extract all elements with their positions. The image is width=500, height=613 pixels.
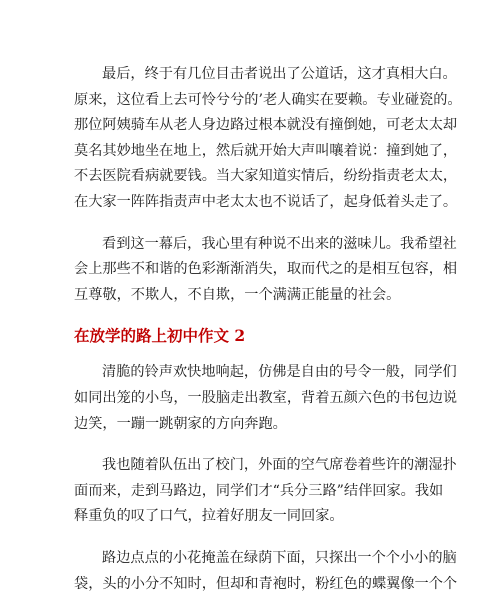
paragraph-line: 看到这一幕后，我心里有种说不出来的滋味儿。我希望社: [102, 235, 457, 252]
paragraph-line: 不去医院看病就要钱。当大家知道实情后，纷纷指责老太太，: [74, 168, 458, 185]
paragraph-line: 原来，这位看上去可怜兮兮的’老人确实在要赖。专业碰瓷的。: [74, 91, 462, 108]
paragraph-line: 会上那些不和谐的色彩渐渐消失，取而代之的是相互包容，相: [74, 261, 458, 278]
paragraph-1: [74, 62, 462, 216]
paragraph-line: 那位阿姨骑车从老人身边路过根本就没有撞倒她，可老太太却: [74, 117, 458, 134]
paragraph-line: 边笑，一蹦一跳朝家的方向奔跑。: [74, 415, 287, 432]
paragraph-line: 在大家一阵阵指责声中老太太也不说话了，起身低着头走了。: [74, 193, 458, 210]
paragraph-line: 袋，头的小分不知时，但却和青袍时，粉红色的蝶翼像一个个: [74, 575, 458, 592]
document-body: [74, 62, 462, 613]
paragraph-line: 我也随着队伍出了校门，外面的空气席卷着些许的潮湿扑: [102, 457, 457, 474]
section-heading: 在放学的路上初中作文 2: [74, 326, 246, 346]
paragraph-line: 路边点点的小花掩盖在绿荫下面，只探出一个个小小的脑: [102, 549, 457, 566]
paragraph-line: 释重负的叹了口气，拉着好朋友一同回家。: [74, 508, 344, 525]
paragraph-4: [74, 453, 457, 530]
paragraph-line: 莫名其妙地坐在地上，然后就开始大声叫嚷着说：撞到她了，: [74, 142, 458, 159]
paragraph-3: [74, 360, 458, 437]
paragraph-line: 清脆的铃声欢快地响起，仿佛是自由的号令一般，同学们: [102, 364, 457, 381]
paragraph-line: 面而来，走到马路边，同学们才“兵分三路”结伴回家。我如: [74, 482, 444, 499]
paragraph-5: [74, 546, 458, 597]
paragraph-line: 如同出笼的小鸟，一股脑走出教室，背着五颜六色的书包边说: [74, 389, 458, 406]
paragraph-line: 最后，终于有几位目击者说出了公道话，这才真相大白。: [102, 66, 457, 82]
paragraph-2: [74, 232, 458, 309]
paragraph-line: 互尊敬，不欺人，不自欺，一个满满正能量的社会。: [74, 286, 401, 303]
